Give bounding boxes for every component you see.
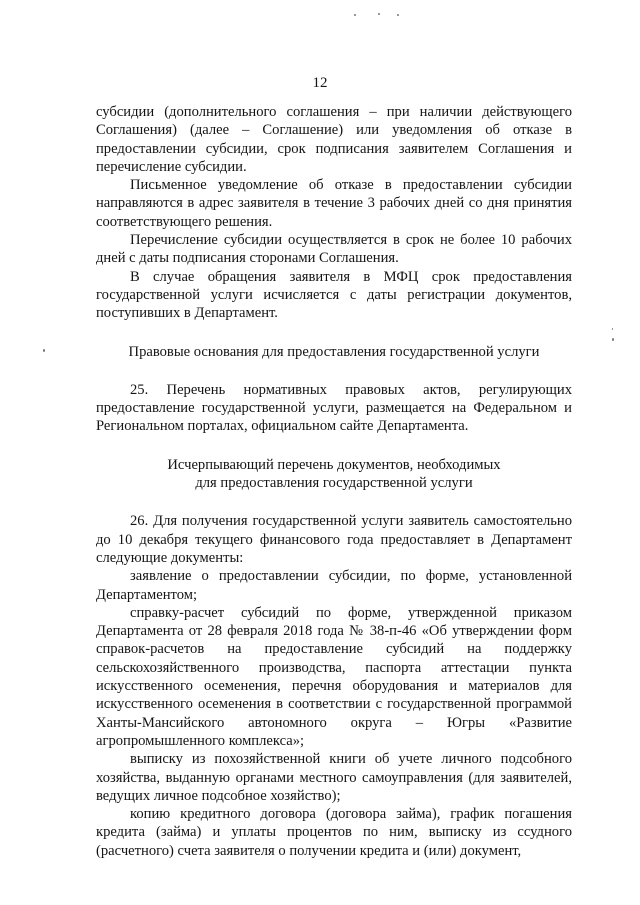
paragraph-written-notice: Письменное уведомление об отказе в предоставлении субсидии направляются в адрес заявителя в течение 3 рабочих дней со дня принятия соответствующего решения. (96, 177, 572, 230)
paragraph-loan-agreement: копию кредитного договора (договора займа), график погашения кредита (займа) и уплаты процентов по ним, выписку из ссудного (расчетного) счета заявителя о получении кредита и (или) документ, (96, 806, 572, 859)
paragraph-mfc-term: В случае обращения заявителя в МФЦ срок предоставления государственной услуги исчисляется с даты регистрации документов, поступивших в Департамент. (96, 268, 572, 322)
paragraph-household-book-extract: выписку из похозяйственной книги об учете личного подсобного хозяйства, выданную органами местного самоуправления (для заявителей, ведущих личное подсобное хозяйство); (96, 751, 572, 804)
scan-speck (612, 328, 613, 330)
section-heading-legal-basis: Правовые основания для предоставления государственной услуги (128, 343, 540, 360)
paragraph-calculation-certificate: справку-расчет субсидий по форме, утвержденной приказом Департамента от 28 февраля 2018 года № 38-п-46 «Об утверждении форм справок-расчетов на предоставление субсидий на поддержку сельскохозяйственного производства, паспорта аттестации пункта искусственного осеменения, перечня оборудования и материалов для искусственного осеменения в соответствии с государственной программой Ханты-Мансийского автономного округа – Югры «Развитие агропромышленного комплекса»; (96, 604, 572, 749)
paragraph-item-26: 26. Для получения государственной услуги заявитель самостоятельно до 10 декабря текущего финансового года предоставляет в Департамент следующие документы: (96, 513, 572, 566)
scan-speck (354, 14, 356, 16)
scan-speck (612, 338, 614, 341)
section-heading-documents-line2: для предоставления государственной услуги (195, 475, 473, 492)
paragraph-transfer-term: Перечисление субсидии осуществляется в срок не более 10 рабочих дней с даты подписания сторонами Соглашения. (96, 232, 572, 267)
scan-speck (43, 349, 45, 352)
page-number: 12 (312, 75, 328, 91)
document-body (96, 103, 572, 860)
section-heading-documents-line1: Исчерпывающий перечень документов, необходимых (167, 456, 501, 473)
paragraph-continuation: субсидии (дополнительного соглашения – при наличии действующего Соглашения) (далее – Соглашение) или уведомления об отказе в предоставлении субсидии, срок подписания заявителем Соглашения и перечисление субсидии. (96, 104, 572, 175)
paragraph-application: заявление о предоставлении субсидии, по форме, установленной Департаментом; (96, 568, 572, 603)
scan-speck (378, 13, 380, 15)
paragraph-item-25: 25. Перечень нормативных правовых актов, регулирующих предоставление государственной услуги, размещается на Федеральном и Региональном порталах, официальном сайте Департамента. (96, 381, 572, 435)
scan-speck (397, 14, 399, 16)
